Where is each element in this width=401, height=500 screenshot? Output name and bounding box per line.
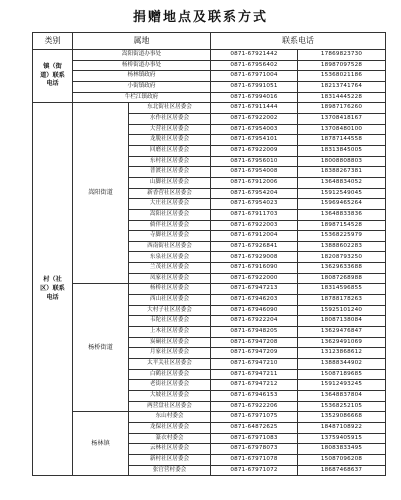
location-name: 东山村委会 <box>129 412 211 423</box>
landline-number: 0871-67916090 <box>211 263 298 274</box>
location-name: 白鹤社区居委会 <box>129 369 211 380</box>
location-name: 云林社区居委会 <box>129 444 211 455</box>
mobile-number: 18487108922 <box>298 422 386 433</box>
landline-number: 0871-67954008 <box>211 167 298 178</box>
location-name: 韦陀社区居委会 <box>129 316 211 327</box>
location-name: 龙脱社区居委会 <box>129 135 211 146</box>
mobile-number: 13648834052 <box>298 177 386 188</box>
landline-number: 0871-67922000 <box>211 273 298 284</box>
table-row <box>33 71 386 82</box>
landline-number: 0871-67946203 <box>211 295 298 306</box>
mobile-number: 18787144558 <box>298 135 386 146</box>
location-name: 山脚社区居委会 <box>129 177 211 188</box>
landline-number: 0871-67922002 <box>211 113 298 124</box>
location-name: 新村社区居委会 <box>129 454 211 465</box>
landline-number: 0871-67994016 <box>211 92 298 103</box>
mobile-number: 18208793250 <box>298 252 386 263</box>
location-name: 新香营社区居委会 <box>129 188 211 199</box>
mobile-number: 13529086668 <box>298 412 386 423</box>
landline-number: 0871-67922206 <box>211 401 298 412</box>
location-name: 小街镇政府 <box>73 81 211 92</box>
table-row <box>33 284 386 295</box>
location-name: 两营盘社区居委会 <box>129 401 211 412</box>
landline-number: 0871-67921442 <box>211 50 298 61</box>
landline-number: 0871-67912006 <box>211 177 298 188</box>
header-contact: 联系电话 <box>211 33 386 50</box>
landline-number: 0871-67947210 <box>211 359 298 370</box>
landline-number: 0871-67954023 <box>211 199 298 210</box>
location-name: 上木社区居委会 <box>129 327 211 338</box>
location-name: 牛栏江镇政府 <box>73 92 211 103</box>
landline-number: 0871-67954003 <box>211 124 298 135</box>
landline-number: 0871-67947212 <box>211 380 298 391</box>
mobile-number: 18008808803 <box>298 156 386 167</box>
mobile-number: 18087138084 <box>298 316 386 327</box>
table-row <box>33 81 386 92</box>
mobile-number: 18987154528 <box>298 220 386 231</box>
location-name: 大营社区居委会 <box>129 124 211 135</box>
mobile-number: 13629491069 <box>298 337 386 348</box>
table-body <box>33 50 386 476</box>
landline-number: 0871-67946090 <box>211 305 298 316</box>
location-name: 篆衣村委会 <box>129 433 211 444</box>
location-name: 西山社区居委会 <box>129 295 211 306</box>
contact-table-wrapper <box>32 32 385 476</box>
location-name: 普渡社区居委会 <box>129 167 211 178</box>
location-name: 东村社区居委会 <box>129 156 211 167</box>
mobile-number: 15969465264 <box>298 199 386 210</box>
location-name: 倘伴社区居委会 <box>129 220 211 231</box>
location-name: 大庄社区居委会 <box>129 199 211 210</box>
location-name: 回磨社区居委会 <box>129 145 211 156</box>
landline-number: 0871-67971078 <box>211 454 298 465</box>
location-name: 杨桥街道办事处 <box>73 60 211 71</box>
location-name: 凤家社区居委会 <box>129 273 211 284</box>
location-name: 龙保社区居委会 <box>129 422 211 433</box>
location-name: 老街社区居委会 <box>129 380 211 391</box>
mobile-number: 18987097528 <box>298 60 386 71</box>
mobile-number: 15087096208 <box>298 454 386 465</box>
table-row <box>33 412 386 423</box>
location-name: 杨桥社区居委会 <box>129 284 211 295</box>
mobile-number: 15368252105 <box>298 401 386 412</box>
mobile-number: 13629633688 <box>298 263 386 274</box>
mobile-number: 18687468637 <box>298 465 386 476</box>
mobile-number: 15368021186 <box>298 71 386 82</box>
mobile-number: 15087189685 <box>298 369 386 380</box>
header-location: 属地 <box>73 33 211 50</box>
location-name: 炭硐社区居委会 <box>129 337 211 348</box>
table-row <box>33 60 386 71</box>
location-name: 嵩阳街道办事处 <box>73 50 211 61</box>
location-name: 兰茂社区居委会 <box>129 263 211 274</box>
mobile-number: 13648833836 <box>298 209 386 220</box>
header-category: 类别 <box>33 33 73 50</box>
landline-number: 0871-67956010 <box>211 156 298 167</box>
landline-number: 0871-67926841 <box>211 241 298 252</box>
landline-number: 0871-67948205 <box>211 327 298 338</box>
category-cell: 村（社区）联系电话 <box>33 103 73 476</box>
location-name: 大坡社区居委会 <box>129 391 211 402</box>
mobile-number: 13708418167 <box>298 113 386 124</box>
location-name: 东北街社区居委会 <box>129 103 211 114</box>
landline-number: 0871-67922204 <box>211 316 298 327</box>
page-title: 捐赠地点及联系方式 <box>132 10 268 25</box>
location-name: 水作社区居委会 <box>129 113 211 124</box>
landline-number: 0871-67947208 <box>211 337 298 348</box>
mobile-number: 13629476847 <box>298 327 386 338</box>
landline-number: 0871-64872625 <box>211 422 298 433</box>
landline-number: 0871-67947211 <box>211 369 298 380</box>
location-name: 大村子社区居委会 <box>129 305 211 316</box>
location-name: 杨林镇政府 <box>73 71 211 82</box>
mobile-number: 15368225979 <box>298 231 386 242</box>
landline-number: 0871-67954204 <box>211 188 298 199</box>
landline-number: 0871-67978073 <box>211 444 298 455</box>
location-name: 嵩阳社区居委会 <box>129 209 211 220</box>
mobile-number: 18313845005 <box>298 145 386 156</box>
mobile-number: 13123868612 <box>298 348 386 359</box>
mobile-number: 15912493245 <box>298 380 386 391</box>
mobile-number: 18087268988 <box>298 273 386 284</box>
mobile-number: 15925101240 <box>298 305 386 316</box>
landline-number: 0871-67947209 <box>211 348 298 359</box>
mobile-number: 15912549045 <box>298 188 386 199</box>
mobile-number: 18788178263 <box>298 295 386 306</box>
landline-number: 0871-67971072 <box>211 465 298 476</box>
mobile-number: 13648837804 <box>298 391 386 402</box>
mobile-number: 13708480100 <box>298 124 386 135</box>
location-name: 月家社区居委会 <box>129 348 211 359</box>
landline-number: 0871-67971075 <box>211 412 298 423</box>
landline-number: 0871-67922003 <box>211 220 298 231</box>
table-row <box>33 103 386 114</box>
location-name: 太平关社区居委会 <box>129 359 211 370</box>
landline-number: 0871-67956402 <box>211 60 298 71</box>
landline-number: 0871-67971083 <box>211 433 298 444</box>
mobile-number: 18314596855 <box>298 284 386 295</box>
location-name: 寺脚社区居委会 <box>129 231 211 242</box>
landline-number: 0871-67929008 <box>211 252 298 263</box>
table-row <box>33 50 386 61</box>
subdistrict-cell: 杨桥街道 <box>73 284 129 412</box>
contact-table <box>32 32 386 476</box>
landline-number: 0871-67911444 <box>211 103 298 114</box>
mobile-number: 13759405915 <box>298 433 386 444</box>
mobile-number: 13888344902 <box>298 359 386 370</box>
landline-number: 0871-67954101 <box>211 135 298 146</box>
landline-number: 0871-67912004 <box>211 231 298 242</box>
mobile-number: 18213741764 <box>298 81 386 92</box>
subdistrict-cell: 嵩阳街道 <box>73 103 129 284</box>
mobile-number: 18083833495 <box>298 444 386 455</box>
mobile-number: 18388267381 <box>298 167 386 178</box>
landline-number: 0871-67947213 <box>211 284 298 295</box>
mobile-number: 18987176260 <box>298 103 386 114</box>
table-row <box>33 92 386 103</box>
table-header-row <box>33 33 386 50</box>
mobile-number: 17869823730 <box>298 50 386 61</box>
category-cell: 镇（街道）联系电话 <box>33 50 73 103</box>
subdistrict-cell: 杨林镇 <box>73 412 129 476</box>
mobile-number: 13888602283 <box>298 241 386 252</box>
landline-number: 0871-67922009 <box>211 145 298 156</box>
landline-number: 0871-67991051 <box>211 81 298 92</box>
landline-number: 0871-67946153 <box>211 391 298 402</box>
location-name: 张官营村委会 <box>129 465 211 476</box>
landline-number: 0871-67911703 <box>211 209 298 220</box>
mobile-number: 18314445228 <box>298 92 386 103</box>
landline-number: 0871-67971004 <box>211 71 298 82</box>
location-name: 西南街社区居委会 <box>129 241 211 252</box>
location-name: 东泉社区居委会 <box>129 252 211 263</box>
